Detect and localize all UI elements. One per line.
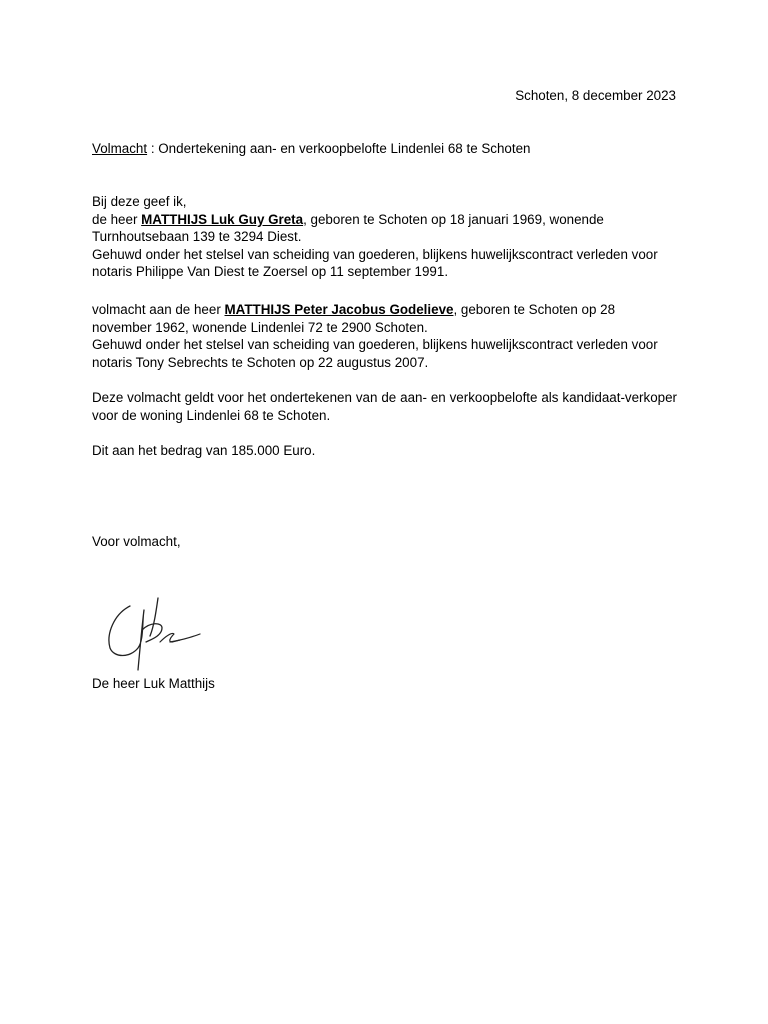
grantor-paragraph <box>92 193 677 281</box>
signer-name: De heer Luk Matthijs <box>92 676 215 691</box>
closing-line: Voor volmacht, <box>92 534 181 549</box>
attorney-marriage: Gehuwd onder het stelsel van scheiding van goederen, blijkens huwelijkscontract verleden voor notaris Tony Sebrechts te Schoten op 22 augustus 2007. <box>92 337 658 370</box>
attorney-paragraph <box>92 301 677 371</box>
subject-text: Ondertekening aan- en verkoopbelofte Lindenlei 68 te Schoten <box>158 141 531 156</box>
opening-line: Bij deze geef ik, <box>92 194 187 209</box>
attorney-name: MATTHIJS Peter Jacobus Godelieve <box>224 302 454 317</box>
attorney-identity <box>92 301 677 336</box>
grantor-identity <box>92 211 677 246</box>
amount-text: Dit aan het bedrag van 185.000 Euro. <box>92 443 316 458</box>
grantor-prefix: de heer <box>92 211 142 227</box>
grantor-marriage: Gehuwd onder het stelsel van scheiding van goederen, blijkens huwelijkscontract verleden voor notaris Philippe Van Diest te Zoersel op 11 september 1991. <box>92 246 658 280</box>
subject-separator: : <box>147 141 159 156</box>
scope-text: Deze volmacht geldt voor het ondertekenen van de aan- en verkoopbelofte als kandidaat-verkoper voor de woning Lindenlei 68 te Schoten. <box>92 390 677 423</box>
attorney-details: , geboren te Schoten op 28 november 1962, wonende Lindenlei 72 te 2900 Schoten. <box>92 302 616 335</box>
grantor-name: MATTHIJS Luk Guy Greta <box>141 211 304 227</box>
place-date: Schoten, 8 december 2023 <box>515 88 676 103</box>
subject-label: Volmacht <box>92 141 148 156</box>
scope-paragraph <box>92 389 677 424</box>
grantor-details: , geboren te Schoten op 18 januari 1969, wonende Turnhoutsebaan 139 te 3294 Diest. <box>92 211 604 245</box>
amount-paragraph <box>92 442 677 460</box>
handwritten-signature <box>100 592 210 676</box>
subject-line <box>92 140 531 158</box>
attorney-prefix: volmacht aan de heer <box>92 302 225 317</box>
